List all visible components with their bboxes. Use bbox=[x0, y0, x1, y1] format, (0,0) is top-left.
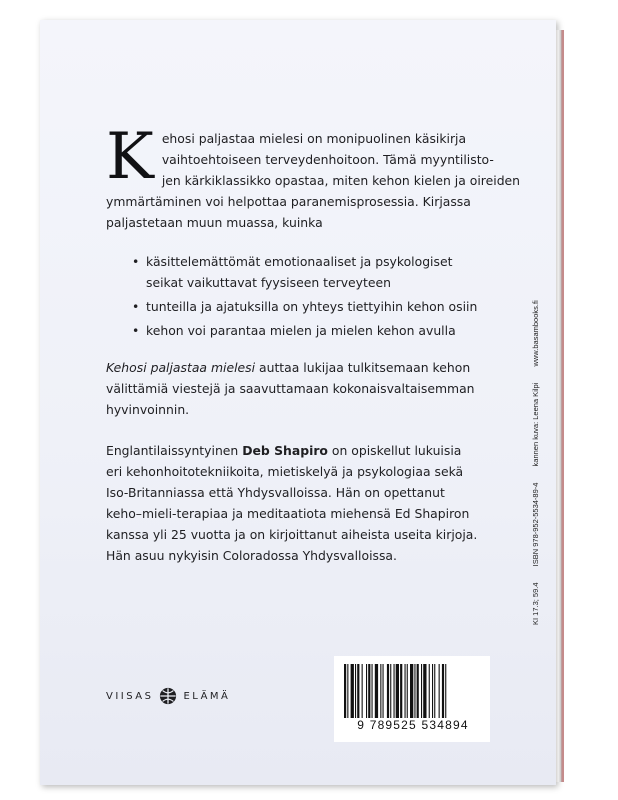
barcode bbox=[334, 656, 490, 742]
intro-line: ehosi paljastaa mielesi on monipuolinen käsikirja bbox=[161, 131, 467, 146]
bullet-line: kehon voi parantaa mielen ja mielen kehon avulla bbox=[146, 323, 456, 338]
barcode-bar bbox=[405, 664, 406, 718]
intro-line: vaihtoehtoiseen terveydenhoitoon. Tämä myyntilisto- bbox=[161, 152, 494, 167]
bullet-item bbox=[132, 296, 506, 317]
book-title-italic: Kehosi paljastaa mielesi bbox=[106, 360, 256, 375]
paragraph-text: auttaa lukijaa tulkitsemaan kehon bbox=[255, 360, 471, 375]
intro-line: ymmärtäminen voi helpottaa paranemisprosessia. Kirjassa bbox=[106, 194, 471, 209]
bullet-line: seikat vaikuttavat fyysiseen terveyteen bbox=[146, 275, 391, 290]
book-description-paragraph bbox=[106, 357, 506, 420]
barcode-bar bbox=[417, 664, 419, 718]
author-name: Deb Shapiro bbox=[242, 443, 328, 458]
spine-item: KI 17.3; 59.4 bbox=[531, 582, 540, 625]
publisher-name-left: VIISAS bbox=[106, 690, 154, 702]
bullet-list bbox=[106, 251, 506, 341]
back-cover-text bbox=[106, 120, 521, 566]
paragraph-line: eri kehonhoitotekniikoita, mietiskelyä ja psykologiaa sekä bbox=[106, 464, 464, 479]
bullet-icon: • bbox=[132, 299, 140, 314]
publisher-name-right: ELÄMÄ bbox=[183, 690, 231, 702]
barcode-bar bbox=[442, 664, 444, 718]
paragraph-line: hyvinvoinnin. bbox=[106, 402, 190, 417]
bullet-item bbox=[132, 320, 506, 341]
barcode-bar bbox=[414, 664, 415, 718]
barcode-bar bbox=[445, 664, 446, 718]
barcode-bar bbox=[439, 664, 440, 718]
barcode-bar bbox=[423, 664, 426, 718]
barcode-bar bbox=[432, 664, 433, 718]
barcode-bar bbox=[410, 664, 413, 718]
paragraph-text: Englantilaissyntyinen bbox=[106, 443, 243, 458]
paragraph-line: Iso-Britanniassa että Yhdysvalloissa. Hän on opettanut bbox=[106, 485, 445, 500]
bullet-line: käsittelemättömät emotionaaliset ja psykologiset bbox=[146, 254, 453, 269]
spine-info bbox=[531, 286, 540, 625]
paragraph-line: välittämiä viestejä ja saavuttamaan kokonaisvaltaisemman bbox=[106, 381, 475, 396]
spine-item: ISBN 978-952-5534-89-4 bbox=[531, 482, 540, 567]
publisher-logo bbox=[106, 686, 230, 706]
barcode-bar bbox=[396, 664, 399, 718]
spine-item: www.basambooks.fi bbox=[531, 300, 540, 367]
intro-line: jen kärkiklassikko opastaa, miten kehon kielen ja oireiden bbox=[161, 173, 521, 188]
barcode-bar bbox=[394, 664, 395, 718]
barcode-bar bbox=[355, 664, 356, 718]
barcode-bar bbox=[380, 664, 381, 718]
publisher-logo-icon bbox=[159, 687, 177, 705]
intro-paragraph bbox=[106, 120, 521, 233]
barcode-bar bbox=[366, 664, 367, 718]
author-bio-paragraph bbox=[106, 440, 506, 566]
paragraph-line bbox=[106, 440, 506, 461]
barcode-bar bbox=[407, 664, 408, 718]
paragraph-line bbox=[106, 357, 506, 378]
book-page-edge-accent bbox=[562, 30, 564, 782]
barcode-bar bbox=[372, 664, 373, 718]
bullet-icon: • bbox=[132, 323, 140, 338]
paragraph-line: Hän asuu nykyisin Coloradossa Yhdysvalloissa. bbox=[106, 548, 397, 563]
bullet-icon: • bbox=[132, 254, 140, 269]
barcode-bar bbox=[362, 664, 363, 718]
barcode-bar bbox=[344, 664, 346, 718]
spine-item: kannen kuva: Leena Kilpi bbox=[531, 382, 540, 467]
bullet-line: tunteilla ja ajatuksilla on yhteys tiettyihin kehon osiin bbox=[146, 299, 478, 314]
barcode-bar bbox=[347, 664, 348, 718]
barcode-bar bbox=[357, 664, 359, 718]
intro-line: paljastetaan muun muassa, kuinka bbox=[106, 215, 323, 230]
barcode-bar bbox=[375, 664, 378, 718]
barcode-bar bbox=[368, 664, 370, 718]
bullet-item bbox=[132, 251, 506, 293]
barcode-bar bbox=[387, 664, 389, 718]
drop-cap: K bbox=[106, 120, 154, 194]
barcode-bar bbox=[390, 664, 391, 718]
barcode-number: 9 789525 534894 bbox=[357, 718, 469, 732]
barcode-bar bbox=[383, 664, 384, 718]
barcode-bar bbox=[351, 664, 354, 718]
paragraph-line: kanssa yli 25 vuotta ja on kirjoittanut aiheista useita kirjoja. bbox=[106, 527, 478, 542]
barcode-bar bbox=[429, 664, 430, 718]
paragraph-text: on opiskellut lukuisia bbox=[327, 443, 462, 458]
barcode-bar bbox=[421, 664, 422, 718]
barcode-bar bbox=[400, 664, 402, 718]
barcode-bars bbox=[344, 664, 480, 720]
barcode-bar bbox=[434, 664, 435, 718]
paragraph-line: keho–mieli-terapiaa ja meditaatiota miehensä Ed Shapiron bbox=[106, 506, 470, 521]
